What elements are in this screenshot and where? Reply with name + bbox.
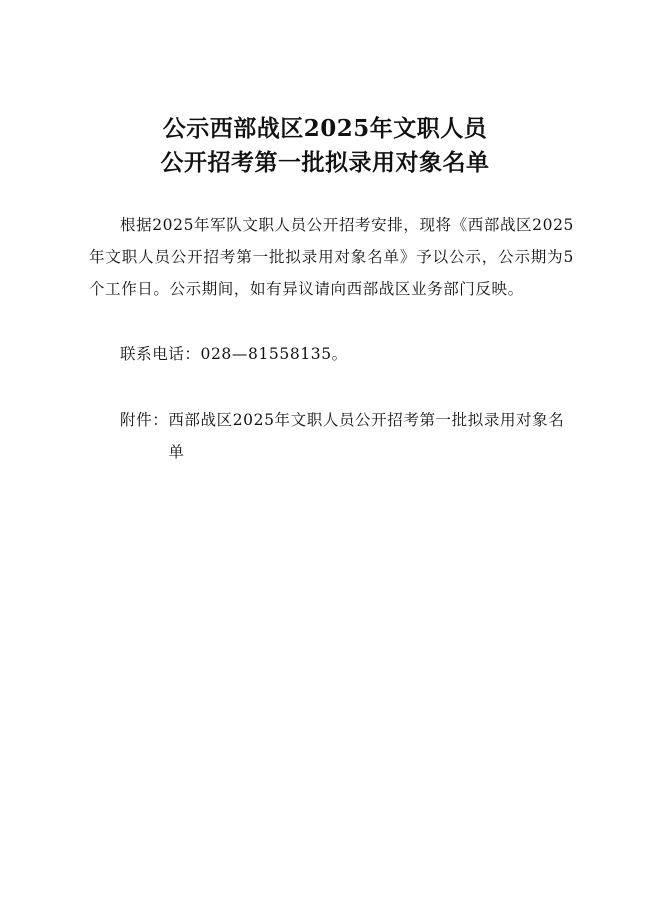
attachment-label: 附件： bbox=[120, 411, 169, 429]
document-title bbox=[0, 112, 650, 180]
title-line-2: 公开招考第一批拟录用对象名单 bbox=[160, 149, 490, 176]
announcement-paragraph: 根据2025年军队文职人员公开招考安排，现将《西部战区2025年文职人员公开招考第一批拟录用对象名单》予以公示，公示期为5个工作日。公示期间，如有异议请向西部战区业务部门反映。 bbox=[89, 216, 574, 298]
attachment-block bbox=[89, 404, 574, 468]
attachment-title: 西部战区2025年文职人员公开招考第一批拟录用对象名单 bbox=[168, 411, 565, 461]
title-line-1: 公示西部战区2025年文职人员 bbox=[162, 115, 488, 142]
contact-phone: 联系电话：028—81558135。 bbox=[120, 345, 348, 363]
